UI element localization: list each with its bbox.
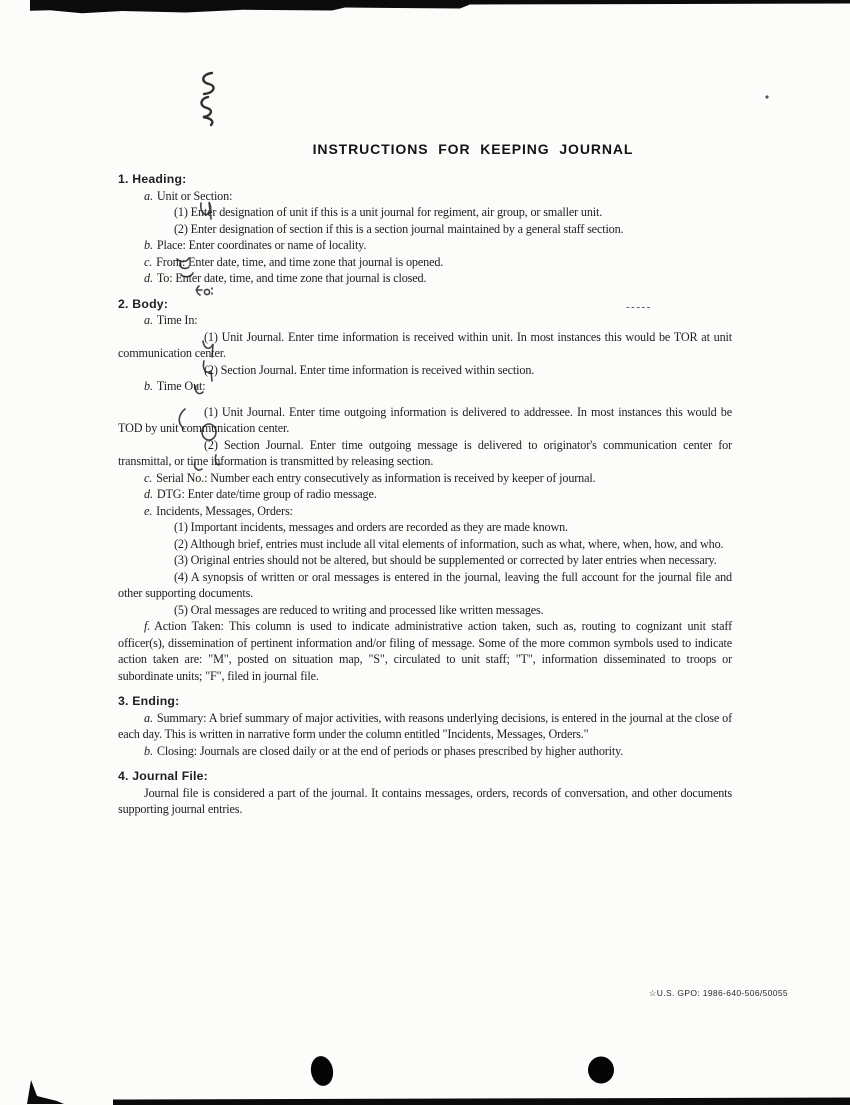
paragraph: (2) Although brief, entries must include all vital elements of information, such as what, where, when, how, and who. — [174, 536, 724, 551]
list-item-text: From: Enter date, time, and time zone that journal is opened. — [156, 254, 444, 269]
corner-mark — [27, 1080, 64, 1104]
speck — [765, 95, 768, 98]
list-item-text: Closing: Journals are closed daily or at the end of periods or phases prescribed by higher authority. — [156, 743, 624, 758]
list-item-letter: d. — [144, 271, 153, 285]
paragraph — [118, 486, 732, 503]
paragraph: (1) Enter designation of unit if this is a unit journal for regiment, air group, or smaller unit. — [174, 205, 603, 219]
paragraph: (2) Enter designation of section if this is a section journal maintained by a general staff section. — [174, 221, 624, 236]
section-heading: 1. Heading: — [118, 172, 187, 186]
list-item-letter: b. — [144, 379, 153, 393]
ink-blob-right — [588, 1057, 614, 1084]
paragraph: (1) Unit Journal. Enter time outgoing information is delivered to addressee. In most instances this would be TOD by unit communication center. — [118, 404, 732, 435]
list-item-text: Time In: — [156, 313, 198, 327]
list-item-letter: b. — [144, 238, 153, 252]
document-title: INSTRUCTIONS FOR KEEPING JOURNAL — [312, 141, 634, 157]
paragraph — [118, 618, 732, 684]
margin-dashes: ----- — [626, 301, 652, 313]
list-item-letter: a. — [144, 313, 153, 327]
section-heading: 2. Body: — [118, 296, 169, 311]
list-item-text: To: Enter date, time, and time zone that journal is closed. — [156, 271, 427, 285]
list-item-letter: f. — [144, 619, 151, 633]
section-heading: 4. Journal File: — [118, 769, 208, 783]
list-item-text: Time Out: — [156, 379, 206, 393]
list-item-text: Summary: A brief summary of major activities, with reasons underlying decisions, is entered in the journal at the close of each day. This is written in narrative form under the column entitled "Incidents, Messages, Orders." — [118, 710, 732, 741]
ink-blob-left — [309, 1054, 336, 1087]
list-item-letter: b. — [144, 743, 153, 758]
list-item-text: Action Taken: This column is used to indicate administrative action taken, such as, routing to cognizant unit staff officer(s), dissemination of pertinent information and/or filing of message. Some of the more common symbols used to indicate action taken are: "M", posted on situation map, "S", circulated to unit staff; "T", information disseminated to troops or subordinate units; "F", filed in journal file. — [118, 619, 732, 683]
list-item-text: Serial No.: Number each entry consecutively as information is received by keeper of journal. — [156, 470, 596, 485]
paragraph — [118, 312, 732, 329]
paragraph — [118, 188, 732, 205]
scan-bar-top — [30, 0, 850, 13]
paragraph — [118, 237, 732, 254]
list-item-letter: c. — [144, 254, 153, 269]
list-item-letter: e. — [144, 503, 153, 518]
paragraph — [118, 470, 732, 487]
section-heading: 3. Ending: — [118, 694, 180, 708]
paragraph: (3) Original entries should not be altered, but should be supplemented or corrected by later entries when necessary. — [174, 553, 717, 567]
list-item-letter: c. — [144, 470, 153, 485]
paragraph — [118, 503, 732, 520]
paragraph — [118, 743, 732, 760]
paragraph: (2) Section Journal. Enter time information is received within section. — [204, 362, 535, 377]
list-item-text: Unit or Section: — [156, 188, 233, 203]
handwritten-annotation — [201, 73, 213, 125]
paragraph — [118, 270, 732, 287]
list-item-text: DTG: Enter date/time group of radio message. — [156, 487, 377, 501]
paragraph — [118, 710, 732, 743]
paragraph: (5) Oral messages are reduced to writing and processed like written messages. — [174, 602, 544, 617]
list-item-letter: d. — [144, 487, 153, 501]
list-item-letter: a. — [144, 710, 153, 725]
list-item-text: Place: Enter coordinates or name of locality. — [156, 238, 367, 252]
list-item-letter: a. — [144, 188, 153, 203]
gpo-imprint: ☆U.S. GPO: 1986-640-506/50055 — [648, 988, 788, 998]
paragraph — [118, 378, 732, 395]
paragraph: (1) Important incidents, messages and orders are recorded as they are made known. — [174, 520, 568, 534]
paragraph: (4) A synopsis of written or oral messages is entered in the journal, leaving the full account for the journal file and other supporting documents. — [118, 569, 732, 600]
document-body — [118, 171, 732, 818]
document-content — [118, 140, 732, 818]
paragraph — [118, 254, 732, 271]
paragraph: (2) Section Journal. Enter time outgoing message is delivered to originator's communication center for transmittal, or time information is transmitted by releasing section. — [118, 437, 732, 468]
paragraph: (1) Unit Journal. Enter time information is received within unit. In most instances this would be TOR at unit communication center. — [118, 329, 732, 360]
list-item-text: Incidents, Messages, Orders: — [156, 503, 293, 518]
scan-bar-bottom — [113, 1098, 850, 1105]
paragraph: Journal file is considered a part of the journal. It contains messages, orders, records of conversation, and other documents supporting journal entries. — [118, 785, 732, 816]
